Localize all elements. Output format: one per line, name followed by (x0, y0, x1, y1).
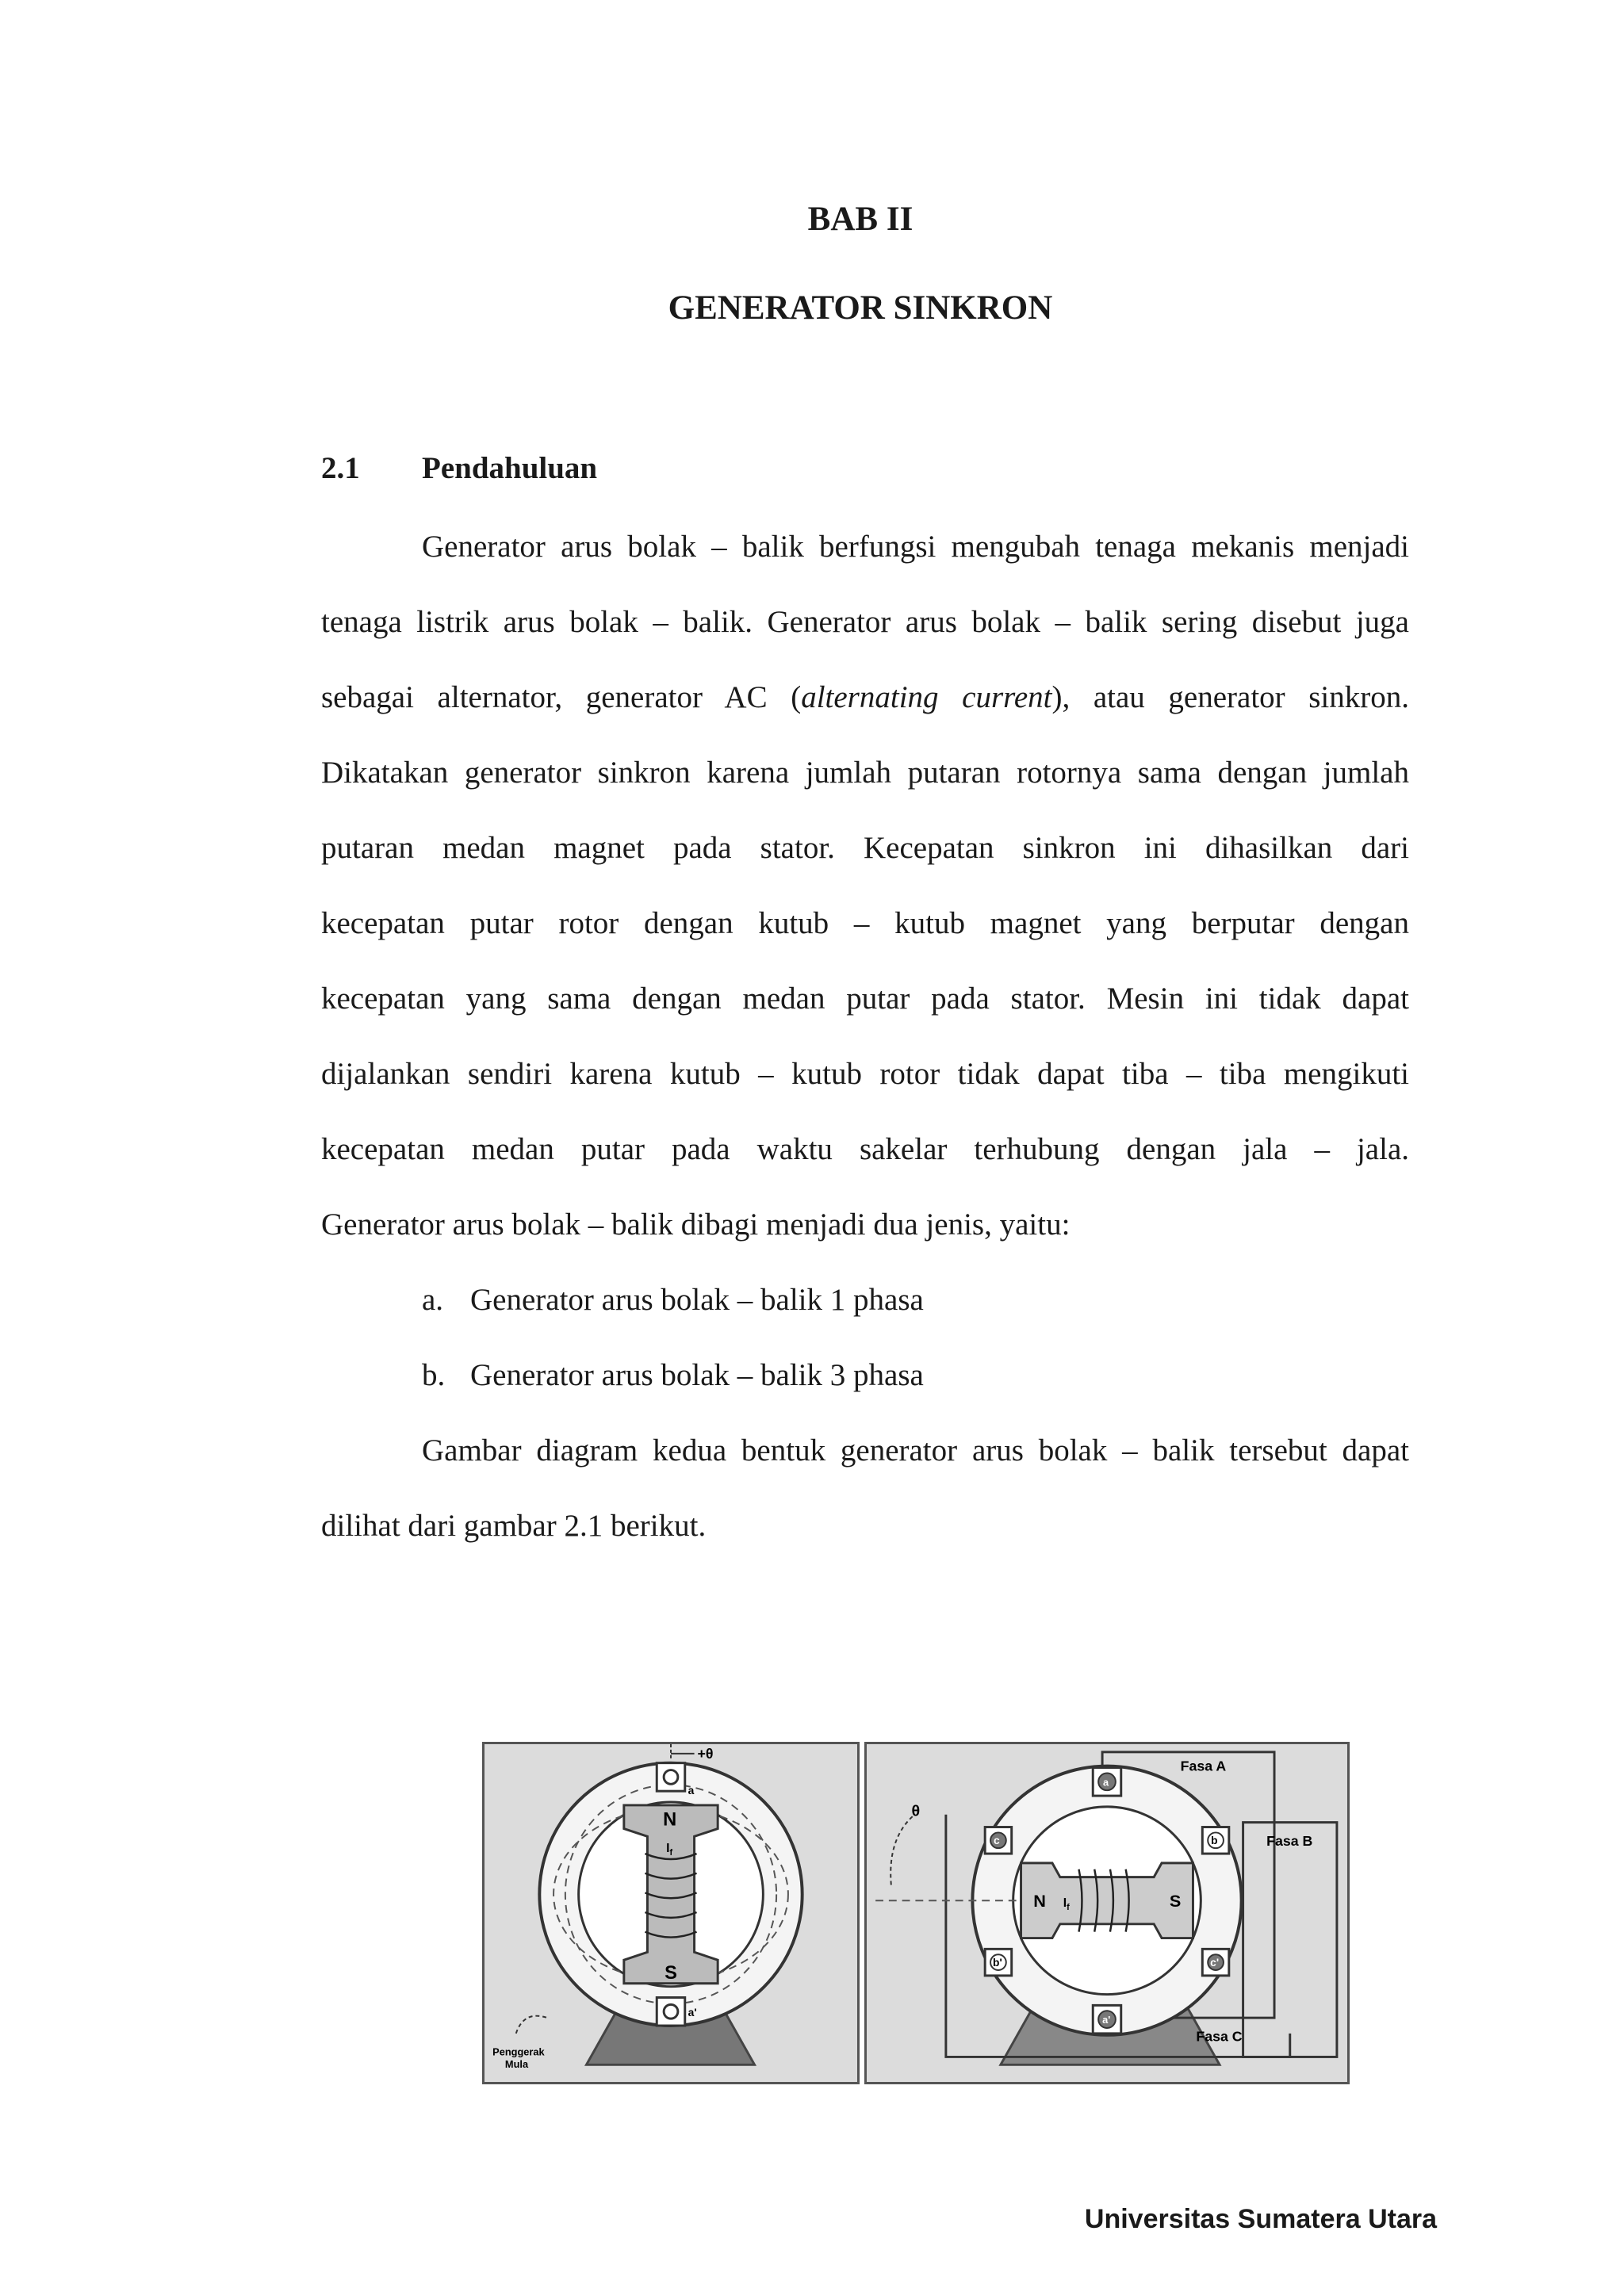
university-footer: Universitas Sumatera Utara (1084, 2204, 1437, 2234)
paragraph-line: Generator arus bolak – balik dibagi menjadi dua jenis, yaitu: (321, 1207, 1071, 1242)
list-item (422, 1337, 924, 1413)
paragraph-line: dijalankan sendiri karena kutub – kutub rotor tidak dapat tiba – tiba mengikuti (321, 1057, 1409, 1091)
paragraph-line: putaran medan magnet pada stator. Kecepatan sinkron ini dihasilkan dari (321, 831, 1409, 865)
slot-label-b-prime: b' (993, 1957, 1002, 1969)
coil-subscript: f (1067, 1903, 1070, 1913)
paragraph-line: kecepatan putar rotor dengan kutub – kutub magnet yang berputar dengan (321, 906, 1409, 940)
paragraph-line: Dikatakan generator sinkron karena jumlah putaran rotornya sama dengan jumlah (321, 756, 1409, 790)
slot-label-c: c (994, 1835, 1000, 1847)
chapter-number: BAB II (807, 201, 914, 238)
three-phase-generator-diagram (864, 1742, 1350, 2084)
paragraph-line: kecepatan medan putar pada waktu sakelar terhubung dengan jala – jala. (321, 1132, 1409, 1166)
intro-paragraph (321, 509, 1409, 1262)
theta-label: θ (911, 1802, 921, 1820)
section-number: 2.1 (321, 451, 360, 485)
line-segment: sebagai alternator, generator AC ( (321, 680, 802, 714)
pole-s-label: S (1169, 1891, 1182, 1911)
paragraph-line: Generator arus bolak – balik berfungsi mengubah tenaga mekanis menjadi (422, 530, 1409, 564)
list-item-text: Generator arus bolak – balik 1 phasa (470, 1283, 924, 1317)
pole-n-label: N (663, 1809, 677, 1831)
list-item-text: Generator arus bolak – balik 3 phasa (470, 1358, 924, 1392)
single-phase-svg (485, 1744, 857, 2082)
pole-n-label: N (1033, 1891, 1046, 1911)
slot-label-a-prime: a' (1102, 2014, 1111, 2026)
theta-arc (891, 1815, 914, 1885)
figure-intro-paragraph (321, 1413, 1409, 1563)
phase-b-label: Fasa B (1266, 1833, 1313, 1850)
list-marker: b. (422, 1358, 446, 1392)
phase-c-label: Fasa C (1196, 2028, 1243, 2045)
paragraph-line: dilihat dari gambar 2.1 berikut. (321, 1509, 707, 1543)
single-phase-generator-diagram (482, 1742, 860, 2084)
coil-symbol: I (666, 1842, 670, 1856)
three-phase-svg (867, 1744, 1347, 2082)
theta-label: +θ (697, 1745, 714, 1762)
stator-slot-bottom (657, 1998, 685, 2026)
line-segment: ), atau generator sinkron. (1051, 680, 1409, 714)
coil-symbol: I (1063, 1896, 1067, 1911)
stator-slot-top (657, 1763, 685, 1792)
slot-label-c-prime: c' (1210, 1957, 1220, 1969)
section-title: Pendahuluan (422, 451, 598, 485)
slot-label-a: a (1103, 1776, 1109, 1789)
rotation-arrow (516, 2016, 547, 2034)
italic-term: alternating current (801, 680, 1052, 714)
phase-b-wiring (1243, 1823, 1337, 2057)
paragraph-line (321, 660, 1409, 735)
phase-a-label: Fasa A (1180, 1758, 1227, 1774)
paragraph-line: tenaga listrik arus bolak – balik. Generator arus bolak – balik sering disebut juga (321, 605, 1409, 639)
prime-mover-label-2: Mula (504, 2058, 529, 2071)
paragraph-line: kecepatan yang sama dengan medan putar pada stator. Mesin ini tidak dapat (321, 982, 1409, 1016)
slot-label-a: a (688, 1785, 695, 1797)
slot-label-a-prime: a' (688, 2007, 697, 2019)
chapter-title: GENERATOR SINKRON (668, 289, 1053, 327)
paragraph-line: Gambar diagram kedua bentuk generator arus bolak – balik tersebut dapat (422, 1433, 1409, 1468)
slot-label-b: b (1211, 1835, 1218, 1847)
generator-types-list (422, 1262, 924, 1413)
coil-subscript: f (669, 1848, 673, 1858)
pole-s-label: S (665, 1962, 677, 1984)
list-item (422, 1262, 924, 1337)
prime-mover-label: Penggerak (492, 2045, 545, 2058)
list-marker: a. (422, 1283, 444, 1317)
